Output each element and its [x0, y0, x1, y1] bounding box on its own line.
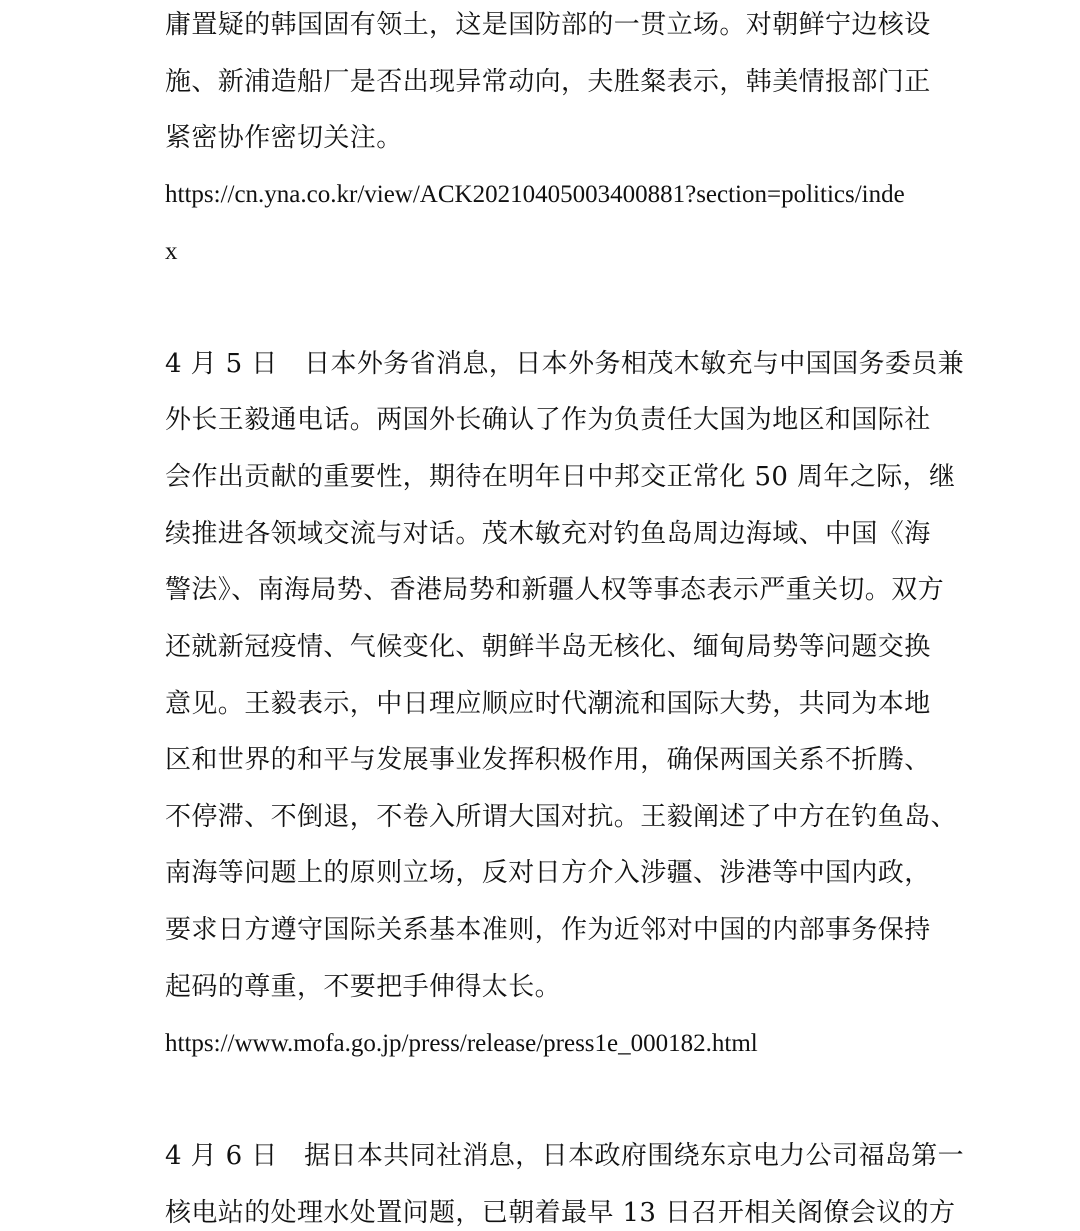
- text-line: 南海等问题上的原则立场，反对日方介入涉疆、涉港等中国内政，: [165, 858, 931, 888]
- text-line: 要求日方遵守国际关系基本准则，作为近邻对中国的内部事务保持: [165, 915, 931, 945]
- source-link-continuation[interactable]: x: [165, 238, 178, 265]
- text-line: 续推进各领域交流与对话。茂木敏充对钓鱼岛周边海域、中国《海: [165, 519, 931, 549]
- text-line: 外长王毅通电话。两国外长确认了作为负责任大国为地区和国际社: [165, 405, 931, 435]
- text-line: 警法》、南海局势、香港局势和新疆人权等事态表示严重关切。双方: [165, 575, 945, 605]
- text-line: 紧密协作密切关注。: [165, 123, 403, 153]
- text-line: 施、新浦造船厂是否出现异常动向，夫胜粲表示，韩美情报部门正: [165, 67, 931, 97]
- text-line: 不停滞、不倒退，不卷入所谓大国对抗。王毅阐述了中方在钓鱼岛、: [165, 802, 958, 832]
- text-line: 起码的尊重，不要把手伸得太长。: [165, 972, 562, 1002]
- entry-heading-line: 4 月 6 日 据日本共同社消息，日本政府围绕东京电力公司福岛第一: [165, 1141, 965, 1171]
- text-line: 会作出贡献的重要性，期待在明年日中邦交正常化 50 周年之际，继: [165, 462, 956, 492]
- source-link[interactable]: https://cn.yna.co.kr/view/ACK20210405003400881?section=politics/inde: [165, 181, 905, 208]
- source-link[interactable]: https://www.mofa.go.jp/press/release/press1e_000182.html: [165, 1030, 758, 1057]
- text-line: 还就新冠疫情、气候变化、朝鲜半岛无核化、缅甸局势等问题交换: [165, 632, 931, 662]
- entry-heading-line: 4 月 5 日 日本外务省消息，日本外务相茂木敏充与中国国务委员兼: [165, 349, 965, 379]
- text-line: 意见。王毅表示，中日理应顺应时代潮流和国际大势，共同为本地: [165, 689, 931, 719]
- text-line: 庸置疑的韩国固有领土，这是国防部的一贯立场。对朝鲜宁边核设: [165, 10, 931, 40]
- text-line: 区和世界的和平与发展事业发挥积极作用，确保两国关系不折腾、: [165, 745, 931, 775]
- text-line: 核电站的处理水处置问题，已朝着最早 13 日召开相关阁僚会议的方: [165, 1198, 956, 1228]
